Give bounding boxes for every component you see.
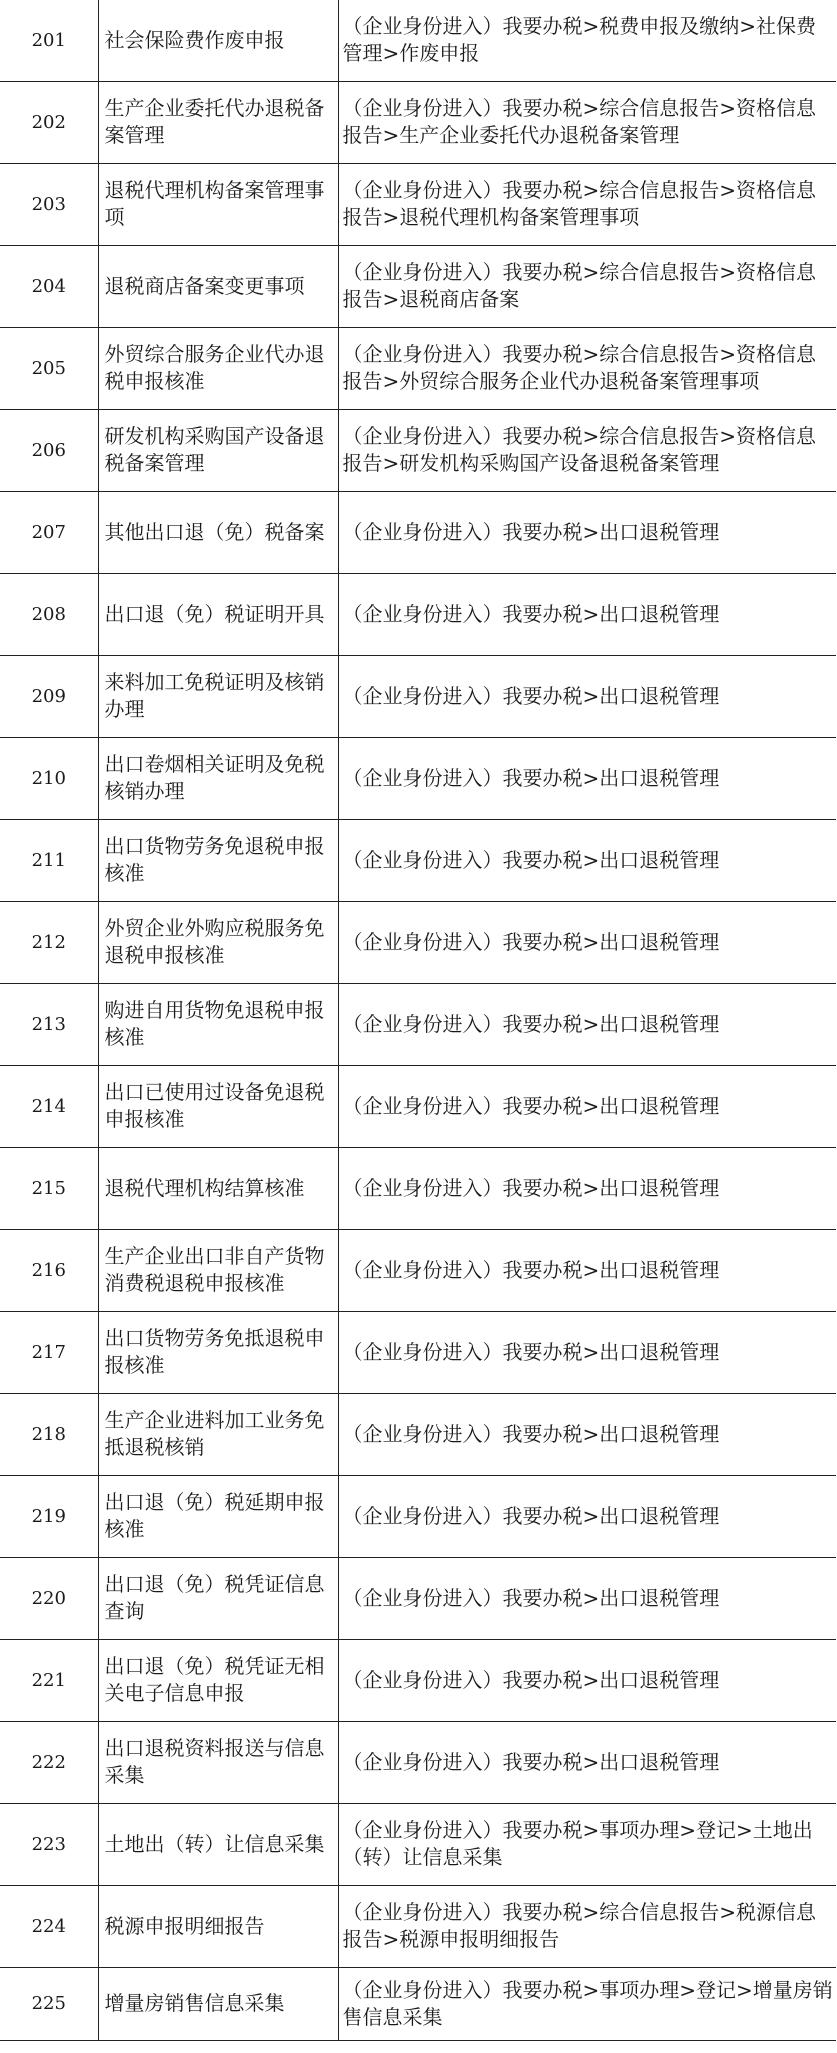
menu-path: （企业身份进入）我要办税>综合信息报告>资格信息报告>研发机构采购国产设备退税备案管理 [338, 409, 836, 491]
table-row [0, 163, 836, 245]
row-number: 214 [0, 1065, 98, 1147]
menu-path: （企业身份进入）我要办税>出口退税管理 [338, 491, 836, 573]
item-name: 购进自用货物免退税申报核准 [98, 983, 338, 1065]
row-number: 203 [0, 163, 98, 245]
table-row [0, 1639, 836, 1721]
table-row [0, 655, 836, 737]
menu-path: （企业身份进入）我要办税>事项办理>登记>土地出（转）让信息采集 [338, 1803, 836, 1885]
item-name: 外贸企业外购应税服务免退税申报核准 [98, 901, 338, 983]
item-name: 社会保险费作废申报 [98, 0, 338, 81]
table-row [0, 573, 836, 655]
menu-path: （企业身份进入）我要办税>出口退税管理 [338, 983, 836, 1065]
row-number: 202 [0, 81, 98, 163]
row-number: 215 [0, 1147, 98, 1229]
item-name: 土地出（转）让信息采集 [98, 1803, 338, 1885]
menu-path: （企业身份进入）我要办税>综合信息报告>资格信息报告>外贸综合服务企业代办退税备案管理事项 [338, 327, 836, 409]
row-number: 204 [0, 245, 98, 327]
item-name: 出口货物劳务免退税申报核准 [98, 819, 338, 901]
item-name: 出口已使用过设备免退税申报核准 [98, 1065, 338, 1147]
row-number: 206 [0, 409, 98, 491]
item-name: 税源申报明细报告 [98, 1885, 338, 1967]
menu-path: （企业身份进入）我要办税>综合信息报告>资格信息报告>退税商店备案 [338, 245, 836, 327]
row-number: 212 [0, 901, 98, 983]
row-number: 225 [0, 1967, 98, 2040]
table-row [0, 1557, 836, 1639]
item-name: 出口退税资料报送与信息采集 [98, 1721, 338, 1803]
row-number: 213 [0, 983, 98, 1065]
table-row [0, 1311, 836, 1393]
row-number: 201 [0, 0, 98, 81]
table-row [0, 983, 836, 1065]
item-name: 生产企业出口非自产货物消费税退税申报核准 [98, 1229, 338, 1311]
item-name: 研发机构采购国产设备退税备案管理 [98, 409, 338, 491]
row-number: 224 [0, 1885, 98, 1967]
table-row [0, 1229, 836, 1311]
table-row [0, 1721, 836, 1803]
table-row [0, 1967, 836, 2040]
item-name: 出口货物劳务免抵退税申报核准 [98, 1311, 338, 1393]
table-row [0, 409, 836, 491]
table-row [0, 245, 836, 327]
item-name: 外贸综合服务企业代办退税申报核准 [98, 327, 338, 409]
table-row [0, 1393, 836, 1475]
menu-path: （企业身份进入）我要办税>综合信息报告>资格信息报告>生产企业委托代办退税备案管理 [338, 81, 836, 163]
menu-path: （企业身份进入）我要办税>事项办理>登记>增量房销售信息采集 [338, 1967, 836, 2040]
table-row [0, 1803, 836, 1885]
menu-path: （企业身份进入）我要办税>出口退税管理 [338, 737, 836, 819]
menu-path: （企业身份进入）我要办税>税费申报及缴纳>社保费管理>作废申报 [338, 0, 836, 81]
table-row [0, 1065, 836, 1147]
table-row [0, 327, 836, 409]
menu-path: （企业身份进入）我要办税>出口退税管理 [338, 1475, 836, 1557]
row-number: 218 [0, 1393, 98, 1475]
menu-path: （企业身份进入）我要办税>出口退税管理 [338, 655, 836, 737]
menu-path: （企业身份进入）我要办税>出口退税管理 [338, 1229, 836, 1311]
menu-path: （企业身份进入）我要办税>出口退税管理 [338, 901, 836, 983]
item-name: 出口退（免）税证明开具 [98, 573, 338, 655]
item-name: 退税代理机构结算核准 [98, 1147, 338, 1229]
item-name: 出口卷烟相关证明及免税核销办理 [98, 737, 338, 819]
table-row [0, 901, 836, 983]
menu-path: （企业身份进入）我要办税>出口退税管理 [338, 1557, 836, 1639]
menu-path: （企业身份进入）我要办税>出口退税管理 [338, 1311, 836, 1393]
row-number: 210 [0, 737, 98, 819]
item-name: 生产企业委托代办退税备案管理 [98, 81, 338, 163]
menu-path: （企业身份进入）我要办税>出口退税管理 [338, 1393, 836, 1475]
table-row [0, 819, 836, 901]
row-number: 209 [0, 655, 98, 737]
table-row [0, 0, 836, 81]
row-number: 220 [0, 1557, 98, 1639]
item-name: 生产企业进料加工业务免抵退税核销 [98, 1393, 338, 1475]
item-name: 退税商店备案变更事项 [98, 245, 338, 327]
menu-path: （企业身份进入）我要办税>出口退税管理 [338, 1721, 836, 1803]
row-number: 223 [0, 1803, 98, 1885]
item-name: 其他出口退（免）税备案 [98, 491, 338, 573]
row-number: 219 [0, 1475, 98, 1557]
table-row [0, 81, 836, 163]
table-row [0, 1475, 836, 1557]
item-name: 出口退（免）税延期申报核准 [98, 1475, 338, 1557]
table-row [0, 491, 836, 573]
row-number: 207 [0, 491, 98, 573]
row-number: 216 [0, 1229, 98, 1311]
row-number: 205 [0, 327, 98, 409]
table-row [0, 1147, 836, 1229]
menu-path: （企业身份进入）我要办税>出口退税管理 [338, 819, 836, 901]
menu-path: （企业身份进入）我要办税>出口退税管理 [338, 573, 836, 655]
row-number: 208 [0, 573, 98, 655]
menu-path: （企业身份进入）我要办税>出口退税管理 [338, 1639, 836, 1721]
item-name: 退税代理机构备案管理事项 [98, 163, 338, 245]
menu-path: （企业身份进入）我要办税>综合信息报告>资格信息报告>退税代理机构备案管理事项 [338, 163, 836, 245]
item-name: 出口退（免）税凭证信息查询 [98, 1557, 338, 1639]
table-row [0, 1885, 836, 1967]
row-number: 221 [0, 1639, 98, 1721]
table-row [0, 737, 836, 819]
row-number: 222 [0, 1721, 98, 1803]
item-name: 出口退（免）税凭证无相关电子信息申报 [98, 1639, 338, 1721]
row-number: 217 [0, 1311, 98, 1393]
item-name: 来料加工免税证明及核销办理 [98, 655, 338, 737]
menu-path: （企业身份进入）我要办税>出口退税管理 [338, 1065, 836, 1147]
row-number: 211 [0, 819, 98, 901]
item-name: 增量房销售信息采集 [98, 1967, 338, 2040]
menu-path: （企业身份进入）我要办税>综合信息报告>税源信息报告>税源申报明细报告 [338, 1885, 836, 1967]
menu-path: （企业身份进入）我要办税>出口退税管理 [338, 1147, 836, 1229]
